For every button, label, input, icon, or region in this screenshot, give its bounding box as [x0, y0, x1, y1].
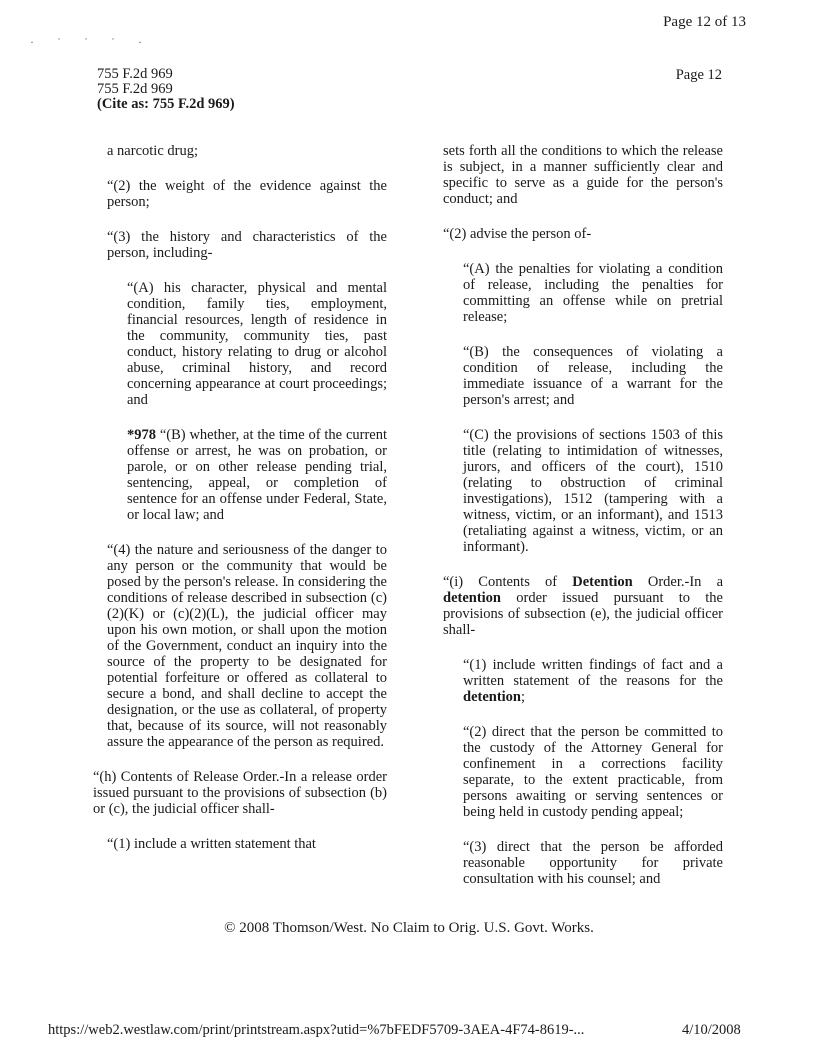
- paragraph: “(A) his character, physical and mental condition, family ties, employment, financial resources, length of residence in the community, community ties, past conduct, history relating to drug or alcohol abuse, criminal history, and record concerning appearance at court proceedings; and: [127, 280, 387, 408]
- paragraph: “(B) the consequences of violating a condition of release, including the immediate issuance of a warrant for the person's arrest; and: [463, 344, 723, 408]
- text-run: “(i) Contents of: [443, 574, 573, 590]
- paragraph: [443, 657, 723, 705]
- cite-as-line: (Cite as: 755 F.2d 969): [97, 96, 235, 112]
- paragraph: “(3) direct that the person be afforded reasonable opportunity for private consultation with his counsel; and: [463, 839, 723, 887]
- paragraph: sets forth all the conditions to which the release is subject, in a manner sufficiently clear and specific to serve as a guide for the person's conduct; and: [443, 143, 723, 207]
- copyright-footer: © 2008 Thomson/West. No Claim to Orig. U.S. Govt. Works.: [224, 920, 594, 936]
- paragraph: “(4) the nature and seriousness of the danger to any person or the community that would be posed by the person's release. In considering the conditions of release described in subsection (c)(2)(K) or (c)(2)(L), the judicial officer may upon his own motion, or shall upon the motion of the Government, conduct an inquiry into the source of the property to be designated for potential forfeiture or offered as collateral to secure a bond, and shall decline to accept the designation, or the use as collateral, of property that, because of its source, will not reasonably assure the appearance of the person as required.: [107, 542, 387, 750]
- text-run: ;: [521, 689, 526, 705]
- paragraph: [107, 427, 387, 523]
- paragraph: “(A) the penalties for violating a condition of release, including the penalties for committing an offense while on pretrial release;: [463, 261, 723, 325]
- search-term-highlight: detention: [443, 590, 501, 606]
- star-page-marker: *978: [127, 427, 156, 443]
- paragraph: “(h) Contents of Release Order.-In a release order issued pursuant to the provisions of subsection (b) or (c), the judicial officer shall-: [93, 769, 387, 817]
- print-date: 4/10/2008: [682, 1022, 741, 1038]
- search-term-highlight: Detention: [572, 574, 633, 590]
- paragraph-text: “(B) whether, at the time of the current offense or arrest, he was on probation, or parole, or on other release pending trial, sentencing, appeal, or completion of sentence for an offense under Federal, State, or local law; and: [127, 427, 388, 523]
- citation-line-2: 755 F.2d 969: [97, 81, 173, 97]
- page-indicator: Page 12 of 13: [663, 14, 746, 30]
- text-run: “(1) include written findings of fact and a written statement of the reasons for the: [463, 657, 723, 689]
- paragraph: “(2) direct that the person be committed to the custody of the Attorney General for confinement in a corrections facility separate, to the extent practicable, from persons awaiting or serving sentences or being held in custody pending appeal;: [463, 724, 723, 820]
- paragraph: “(3) the history and characteristics of the person, including-: [107, 229, 387, 261]
- paragraph: “(2) the weight of the evidence against the person;: [107, 178, 387, 210]
- citation-header: [97, 67, 235, 112]
- paragraph: [443, 574, 723, 638]
- text-run: order issued pursuant to the provisions of subsection (e), the judicial officer shall-: [443, 590, 723, 638]
- paragraph: “(2) advise the person of-: [443, 226, 592, 242]
- right-column: [443, 143, 723, 906]
- left-column: [93, 143, 388, 871]
- text-run: Order.-In a: [632, 574, 724, 590]
- paragraph: “(C) the provisions of sections 1503 of this title (relating to intimidation of witnesses, jurors, and officers of the court), 1510 (relating to obstruction of criminal investigations), 1512 (tampering with a witness, victim, or an informant), and 1513 (retaliating against a witness, victim, or an informant).: [463, 427, 723, 555]
- page-label: Page 12: [675, 67, 722, 83]
- search-term-highlight: detention: [463, 689, 521, 705]
- citation-line-1: 755 F.2d 969: [97, 66, 173, 82]
- print-url: https://web2.westlaw.com/print/printstream.aspx?utid=%7bFEDF5709-3AEA-4F74-8619-...: [48, 1022, 585, 1038]
- paragraph: “(1) include a written statement that: [107, 836, 316, 852]
- paragraph: a narcotic drug;: [107, 143, 198, 159]
- scan-specks: · ˙ ˙ ˙ ·: [30, 35, 152, 49]
